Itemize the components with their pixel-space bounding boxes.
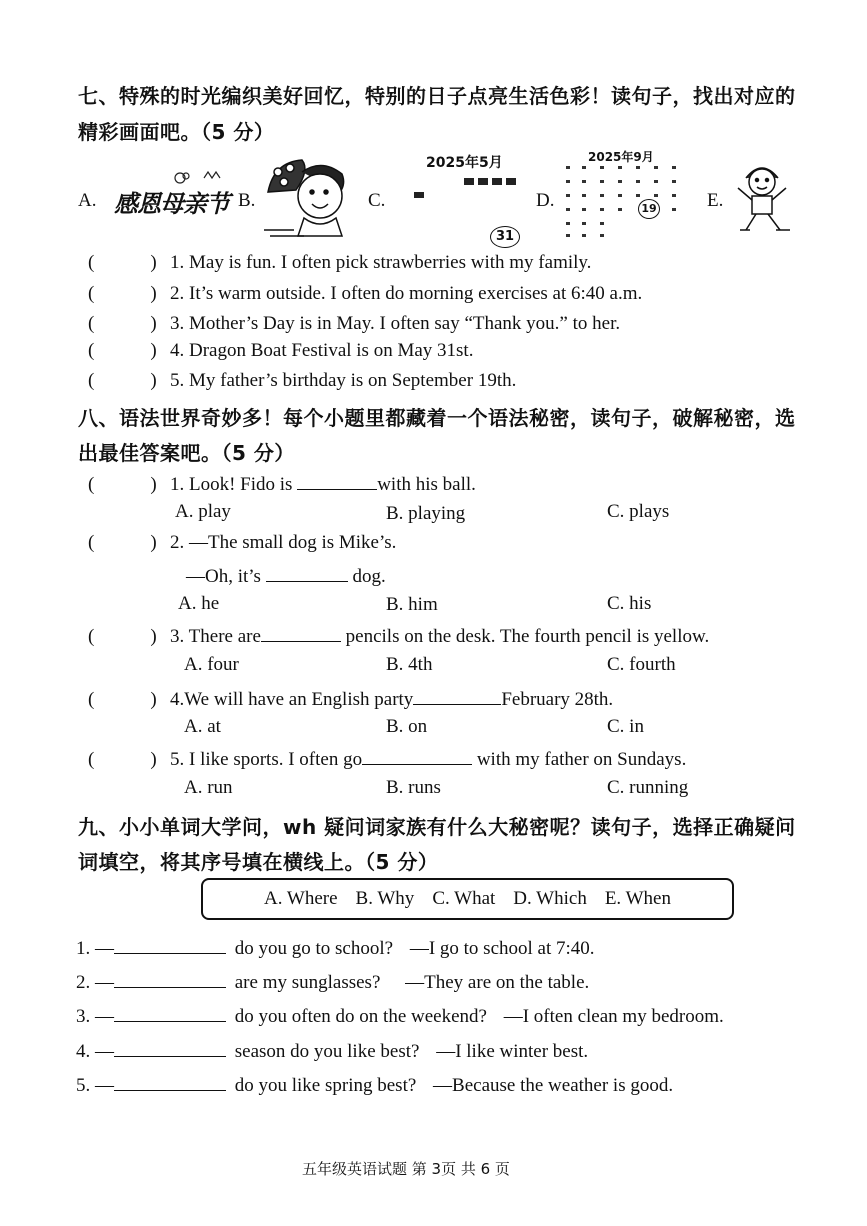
option-c[interactable]: C. his	[607, 593, 652, 614]
item-number: 5. —	[76, 1075, 114, 1096]
answer-blank[interactable]	[266, 563, 348, 582]
word-option-when: E. When	[604, 888, 671, 909]
section9-heading-line2: 词填空，将其序号填在横线上。（5 分）	[78, 850, 439, 874]
section7-item-2	[88, 283, 642, 305]
section9-heading-line1: 九、小小单词大学问，wh 疑问词家族有什么大秘密呢？读句子，选择正确疑问	[78, 815, 796, 839]
answer-paren-open[interactable]: (	[88, 626, 95, 647]
section7-heading-line1: 七、特殊的时光编织美好回忆，特别的日子点亮生活色彩！读句子，找出对应的	[78, 84, 796, 108]
option-a[interactable]: A. four	[184, 654, 239, 675]
question-text-pre: —Oh, it’s	[186, 566, 261, 587]
option-a[interactable]: A. at	[184, 716, 221, 737]
item-number: 1. —	[76, 938, 114, 959]
september-calendar-grid	[562, 162, 690, 242]
option-c[interactable]: C. in	[607, 716, 644, 737]
wh-question-2	[76, 969, 589, 994]
option-c[interactable]: C. running	[607, 777, 689, 798]
question-text-pre: 4.We will have an English party	[170, 689, 414, 710]
section7-item-5	[88, 370, 516, 392]
answer-paren-open[interactable]: (	[88, 283, 95, 304]
word-bank-box	[201, 878, 734, 920]
question-text-post: February 28th.	[501, 689, 614, 710]
question-text: are my sunglasses?	[234, 972, 381, 993]
grammar-question-5	[88, 746, 686, 771]
option-c[interactable]: C. fourth	[607, 654, 676, 675]
september-calendar-picture	[562, 146, 690, 242]
answer-paren-open[interactable]: (	[88, 313, 95, 334]
wh-question-1	[76, 935, 595, 960]
section8-heading-line1: 八、语法世界奇妙多！每个小题里都藏着一个语法秘密，读句子，破解秘密，选	[78, 406, 796, 430]
option-b[interactable]: B. 4th	[386, 654, 433, 675]
answer-blank[interactable]	[114, 935, 226, 954]
answer-paren-close: )	[150, 252, 157, 273]
answer-paren-close: )	[150, 474, 157, 495]
boy-with-strawberries-picture	[264, 152, 354, 243]
section7-item-text: 5. My father’s birthday is on September 19th.	[170, 370, 517, 391]
word-option-what: C. What	[432, 888, 496, 909]
answer-paren-close: )	[150, 689, 157, 710]
boy-exercising-picture	[732, 158, 798, 239]
item-number: 4. —	[76, 1041, 114, 1062]
answer-blank[interactable]	[362, 746, 472, 765]
boy-exercising-image	[732, 158, 798, 234]
may-calendar-title: 2025年5月	[426, 155, 503, 171]
wh-question-5	[76, 1072, 673, 1097]
page-footer: 五年级英语试题 第 3页 共 6 页	[302, 1160, 510, 1178]
question-text: do you often do on the weekend?	[234, 1006, 487, 1027]
september-19-circled: 19	[638, 199, 660, 219]
answer-blank[interactable]	[114, 969, 226, 988]
answer-blank[interactable]	[297, 471, 377, 490]
answer-blank[interactable]	[261, 623, 341, 642]
question-text-post: dog.	[352, 566, 386, 587]
grammar-question-2	[88, 532, 396, 554]
may-31-circled: 31	[490, 226, 520, 248]
answer-paren-close: )	[150, 532, 157, 553]
option-b[interactable]: B. him	[386, 594, 438, 615]
picture-c-label: C.	[368, 190, 386, 211]
option-a[interactable]: A. he	[178, 593, 220, 614]
mothers-day-picture	[114, 168, 229, 230]
answer-paren-close: )	[150, 340, 157, 361]
option-b[interactable]: B. on	[386, 716, 428, 737]
word-option-which: D. Which	[513, 888, 587, 909]
question-text: do you go to school?	[234, 938, 394, 959]
section7-item-1	[88, 252, 591, 274]
section7-item-4	[88, 340, 473, 362]
may-calendar-picture	[412, 150, 532, 250]
answer-text: —I like winter best.	[436, 1041, 589, 1062]
boy-strawberries-image	[264, 152, 354, 238]
question-text-post: with my father on Sundays.	[476, 749, 687, 770]
grammar-question-2-line2	[186, 563, 386, 588]
option-b[interactable]: B. playing	[386, 503, 466, 524]
answer-text: —Because the weather is good.	[433, 1075, 674, 1096]
answer-paren-open[interactable]: (	[88, 749, 95, 770]
answer-paren-open[interactable]: (	[88, 532, 95, 553]
option-a[interactable]: A. run	[184, 777, 233, 798]
answer-text: —They are on the table.	[405, 972, 590, 993]
answer-blank[interactable]	[413, 686, 501, 705]
picture-d-label: D.	[536, 190, 555, 211]
option-b[interactable]: B. runs	[386, 777, 441, 798]
answer-paren-open[interactable]: (	[88, 252, 95, 273]
section7-item-text: 1. May is fun. I often pick strawberries with my family.	[170, 252, 592, 273]
picture-b-label: B.	[238, 190, 256, 211]
answer-paren-close: )	[150, 370, 157, 391]
grammar-question-4	[88, 686, 613, 711]
word-option-why: B. Why	[355, 888, 415, 909]
answer-blank[interactable]	[114, 1072, 226, 1091]
grammar-question-1	[88, 471, 476, 496]
question-text: do you like spring best?	[234, 1075, 417, 1096]
item-number: 2. —	[76, 972, 114, 993]
answer-paren-close: )	[150, 749, 157, 770]
section7-item-text: 4. Dragon Boat Festival is on May 31st.	[170, 340, 474, 361]
answer-blank[interactable]	[114, 1038, 226, 1057]
question-text-post: with his ball.	[377, 474, 476, 495]
may-calendar-grid	[412, 174, 532, 198]
picture-a-label: A.	[78, 190, 97, 211]
answer-text: —I often clean my bedroom.	[503, 1006, 724, 1027]
section7-item-text: 3. Mother’s Day is in May. I often say “Thank you.” to her.	[170, 313, 621, 334]
question-text-pre: 5. I like sports. I often go	[170, 749, 363, 770]
grammar-question-3	[88, 623, 709, 648]
answer-paren-open[interactable]: (	[88, 474, 95, 495]
answer-paren-open[interactable]: (	[88, 689, 95, 710]
option-a[interactable]: A. play	[175, 501, 231, 522]
question-text-pre: 1. Look! Fido is	[170, 474, 293, 495]
answer-paren-open[interactable]: (	[88, 370, 95, 391]
section7-item-text: 2. It’s warm outside. I often do morning exercises at 6:40 a.m.	[170, 283, 643, 304]
picture-e-label: E.	[707, 190, 724, 211]
answer-text: —I go to school at 7:40.	[409, 938, 595, 959]
question-text-pre: 3. There are	[170, 626, 261, 647]
item-number: 3. —	[76, 1006, 114, 1027]
wh-question-4	[76, 1038, 588, 1063]
question-text: season do you like best?	[234, 1041, 420, 1062]
section7-heading-line2: 精彩画面吧。（5 分）	[78, 120, 275, 144]
wh-question-3	[76, 1003, 724, 1028]
section8-heading-line2: 出最佳答案吧。（5 分）	[78, 441, 295, 465]
september-calendar-title: 2025年9月	[588, 150, 654, 164]
answer-paren-close: )	[150, 313, 157, 334]
question-text-post: pencils on the desk. The fourth pencil is yellow.	[345, 626, 710, 647]
word-option-where: A. Where	[264, 888, 338, 909]
option-c[interactable]: C. plays	[607, 501, 670, 522]
section7-item-3	[88, 313, 620, 335]
answer-paren-close: )	[150, 283, 157, 304]
question-text-line1: 2. —The small dog is Mike’s.	[170, 532, 397, 553]
answer-blank[interactable]	[114, 1003, 226, 1022]
mothers-day-text: 感恩母亲节	[114, 190, 229, 218]
answer-paren-close: )	[150, 626, 157, 647]
answer-paren-open[interactable]: (	[88, 340, 95, 361]
